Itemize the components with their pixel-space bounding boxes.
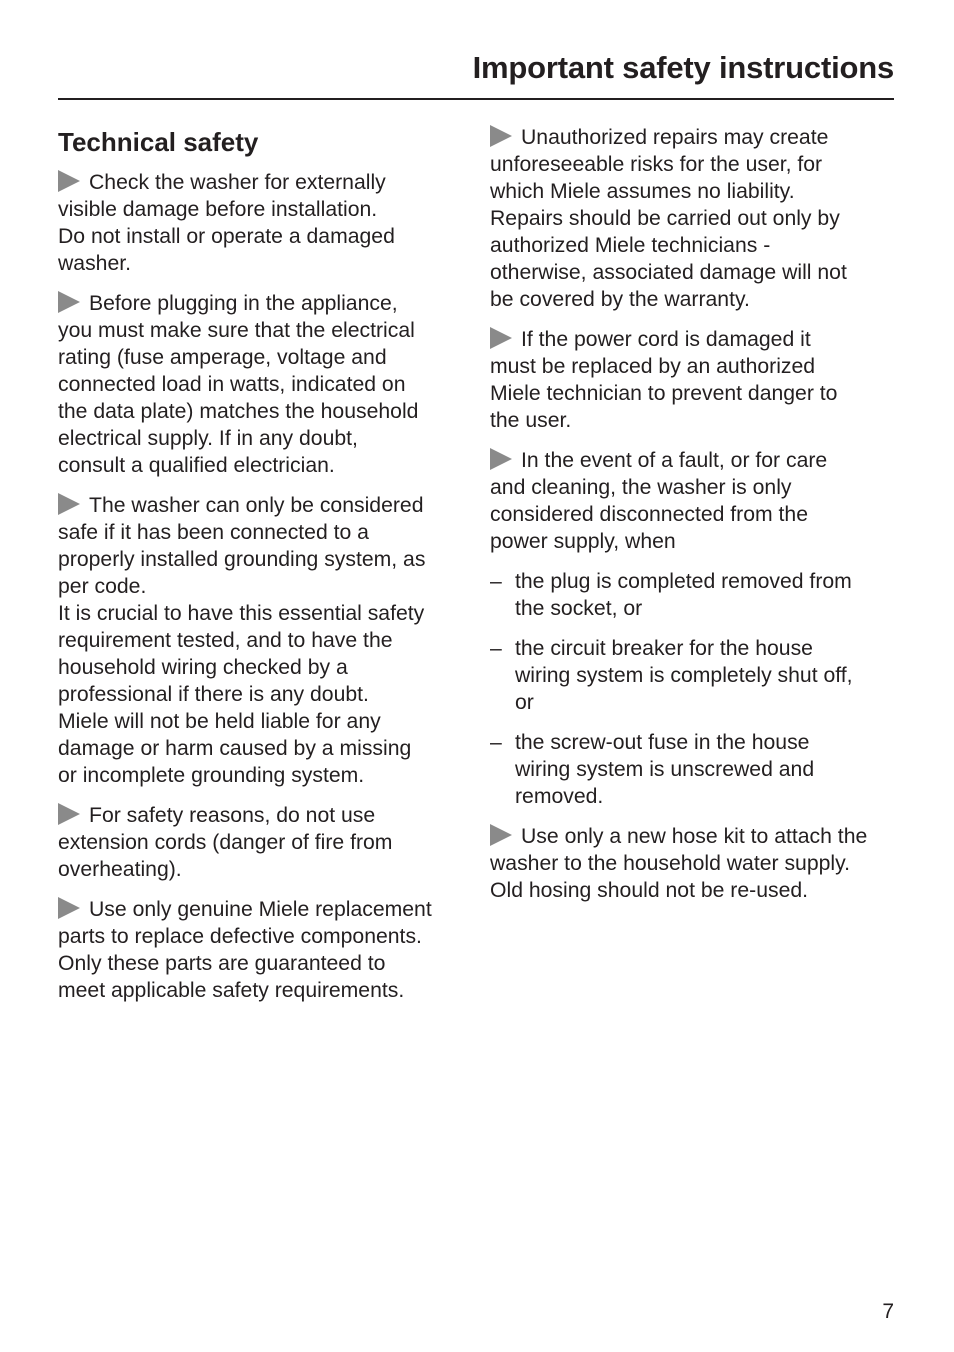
text-line: must be replaced by an authorized bbox=[490, 355, 816, 378]
text-line: the data plate) matches the household bbox=[58, 400, 419, 423]
text-line: professional if there is any doubt. bbox=[58, 683, 369, 706]
text-line: Old hosing should not be re-used. bbox=[490, 879, 809, 902]
text-line: The washer can only be considered bbox=[89, 494, 424, 517]
text-line: Check the washer for externally bbox=[89, 171, 386, 194]
text-line: wiring system is unscrewed and bbox=[515, 758, 815, 781]
text-line: washer to the household water supply. bbox=[490, 852, 851, 875]
triangle-bullet-icon bbox=[490, 327, 512, 349]
paragraph-extension-cords bbox=[58, 802, 466, 883]
text-line: or incomplete grounding system. bbox=[58, 764, 365, 787]
text-line: Miele will not be held liable for any bbox=[58, 710, 381, 733]
text-line: rating (fuse amperage, voltage and bbox=[58, 346, 387, 369]
page-number: 7 bbox=[882, 1300, 894, 1323]
paragraph-unauthorized-repairs bbox=[490, 124, 900, 313]
text-line: power supply, when bbox=[490, 530, 676, 553]
left-column bbox=[58, 124, 466, 1017]
text-line: and cleaning, the washer is only bbox=[490, 476, 792, 499]
text-line: or bbox=[515, 691, 534, 714]
triangle-bullet-icon bbox=[58, 803, 80, 825]
paragraph-check-damage bbox=[58, 169, 466, 277]
triangle-bullet-icon bbox=[490, 824, 512, 846]
text-line: the socket, or bbox=[515, 597, 643, 620]
text-line: be covered by the warranty. bbox=[490, 288, 750, 311]
list-item bbox=[490, 729, 900, 810]
header-rule bbox=[58, 98, 894, 100]
paragraph-grounding bbox=[58, 492, 466, 789]
text-line: Miele technician to prevent danger to bbox=[490, 382, 838, 405]
triangle-bullet-icon bbox=[490, 125, 512, 147]
paragraph-hose-kit bbox=[490, 823, 900, 904]
text-line: consult a qualified electrician. bbox=[58, 454, 335, 477]
text-line: otherwise, associated damage will not bbox=[490, 261, 847, 284]
text-line: the screw-out fuse in the house bbox=[515, 731, 810, 754]
text-line: electrical supply. If in any doubt, bbox=[58, 427, 358, 450]
list-item bbox=[490, 568, 900, 622]
dash-bullet: – bbox=[490, 637, 502, 660]
text-line: It is crucial to have this essential safety bbox=[58, 602, 425, 625]
paragraph-replacement-parts bbox=[58, 896, 466, 1004]
text-line: the circuit breaker for the house bbox=[515, 637, 813, 660]
text-line: Before plugging in the appliance, bbox=[89, 292, 398, 315]
text-line: Do not install or operate a damaged bbox=[58, 225, 395, 248]
text-line: the plug is completed removed from bbox=[515, 570, 852, 593]
text-line: connected load in watts, indicated on bbox=[58, 373, 406, 396]
text-line: Unauthorized repairs may create bbox=[521, 126, 829, 149]
text-line: meet applicable safety requirements. bbox=[58, 979, 405, 1002]
text-line: properly installed grounding system, as bbox=[58, 548, 426, 571]
page-title: Important safety instructions bbox=[472, 50, 894, 85]
text-line: Only these parts are guaranteed to bbox=[58, 952, 386, 975]
paragraph-disconnection bbox=[490, 447, 900, 555]
text-line: extension cords (danger of fire from bbox=[58, 831, 393, 854]
text-line: If the power cord is damaged it bbox=[521, 328, 811, 351]
text-line: considered disconnected from the bbox=[490, 503, 808, 526]
text-line: Use only genuine Miele replacement bbox=[89, 898, 432, 921]
text-line: safe if it has been connected to a bbox=[58, 521, 369, 544]
text-line: For safety reasons, do not use bbox=[89, 804, 376, 827]
text-line: overheating). bbox=[58, 858, 182, 881]
text-line: washer. bbox=[58, 252, 132, 275]
text-line: authorized Miele technicians - bbox=[490, 234, 771, 257]
triangle-bullet-icon bbox=[58, 897, 80, 919]
paragraph-electrical-rating bbox=[58, 290, 466, 479]
list-item bbox=[490, 635, 900, 716]
dash-bullet: – bbox=[490, 731, 502, 754]
dash-bullet: – bbox=[490, 570, 502, 593]
text-line: parts to replace defective components. bbox=[58, 925, 422, 948]
text-line: per code. bbox=[58, 575, 147, 598]
paragraph-power-cord bbox=[490, 326, 900, 434]
triangle-bullet-icon bbox=[490, 448, 512, 470]
text-line: which Miele assumes no liability. bbox=[490, 180, 795, 203]
text-line: household wiring checked by a bbox=[58, 656, 348, 679]
triangle-bullet-icon bbox=[58, 170, 80, 192]
text-line: wiring system is completely shut off, bbox=[515, 664, 853, 687]
triangle-bullet-icon bbox=[58, 493, 80, 515]
disconnection-conditions-list bbox=[490, 568, 900, 810]
text-line: you must make sure that the electrical bbox=[58, 319, 415, 342]
text-line: Use only a new hose kit to attach the bbox=[521, 825, 868, 848]
text-line: the user. bbox=[490, 409, 572, 432]
text-line: Repairs should be carried out only by bbox=[490, 207, 840, 230]
right-column bbox=[490, 124, 900, 917]
text-line: damage or harm caused by a missing bbox=[58, 737, 412, 760]
text-line: visible damage before installation. bbox=[58, 198, 378, 221]
section-heading: Technical safety bbox=[58, 127, 259, 157]
text-line: removed. bbox=[515, 785, 604, 808]
triangle-bullet-icon bbox=[58, 291, 80, 313]
text-line: In the event of a fault, or for care bbox=[521, 449, 828, 472]
text-line: requirement tested, and to have the bbox=[58, 629, 393, 652]
text-line: unforeseeable risks for the user, for bbox=[490, 153, 823, 176]
